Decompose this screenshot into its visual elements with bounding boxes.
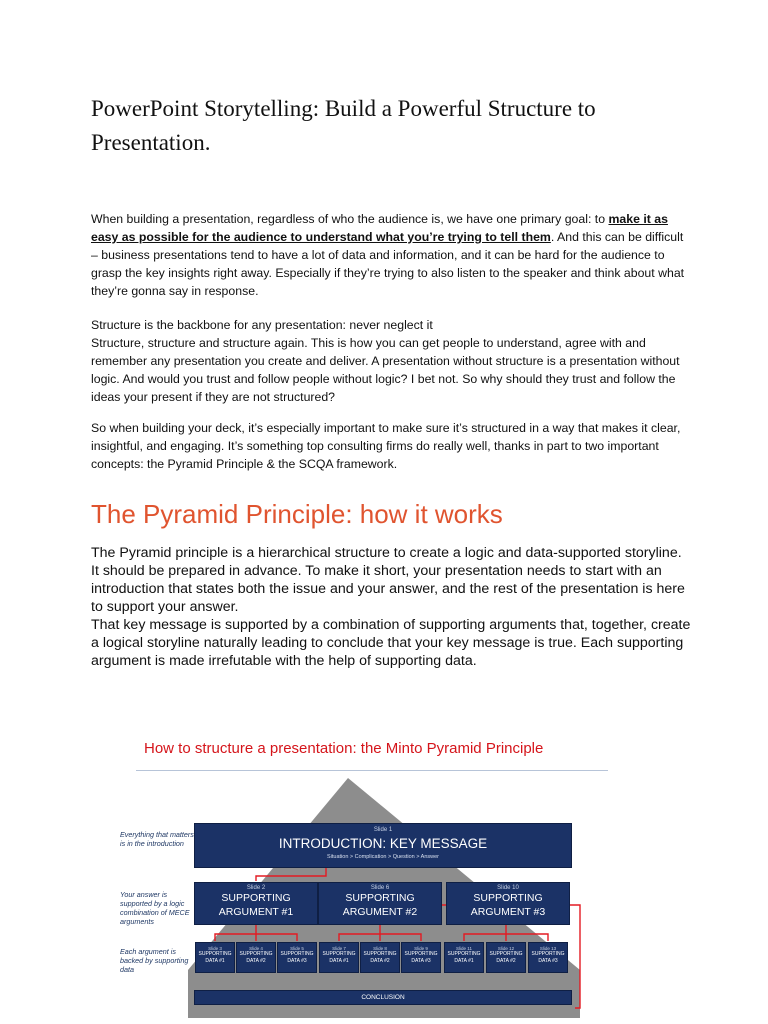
data-number: DATA #2 — [370, 957, 390, 964]
data-slide-label: Slide 13 — [539, 946, 557, 951]
argument-box — [446, 882, 570, 925]
data-slide-label: Slide 12 — [497, 946, 515, 951]
section-heading: The Pyramid Principle: how it works — [91, 499, 503, 529]
section-paragraph-2: That key message is supported by a combination of supporting arguments that, together, create a logical storyline naturally leading to conclude that your key message is true. Each supporting argument is made irrefutable with the help of supporting data. — [91, 617, 691, 669]
diagram-title: How to structure a presentation: the Minto Pyramid Principle — [144, 740, 544, 757]
data-label: SUPPORTING — [447, 951, 481, 957]
argument-number: ARGUMENT #2 — [342, 906, 418, 918]
data-box — [486, 942, 526, 973]
structure-subheading: Structure is the backbone for any presentation: never neglect it — [91, 318, 433, 332]
intro-paragraph-1 — [91, 210, 691, 300]
data-label: SUPPORTING — [489, 951, 523, 957]
data-box — [195, 942, 235, 973]
argument-label: SUPPORTING — [345, 892, 415, 904]
data-slide-label: Slide 4 — [249, 946, 263, 951]
intro-text-before: When building a presentation, regardless of who the audience is, we have one primary goal: to — [91, 212, 609, 226]
deck-text: So when building your deck, it’s especially important to make sure it’s structured in a way that makes it clear, insightful, and engaging. It’s something top consulting firms do really well, thanks in part to two important concepts: the Pyramid Principle & the SCQA framework. — [91, 421, 681, 471]
data-label: SUPPORTING — [404, 951, 438, 957]
data-box — [319, 942, 359, 973]
argument-label: SUPPORTING — [221, 892, 291, 904]
data-number: DATA #1 — [205, 957, 225, 964]
data-box — [236, 942, 276, 973]
data-label: SUPPORTING — [363, 951, 397, 957]
conclusion-box: CONCLUSION — [194, 990, 572, 1005]
data-box — [360, 942, 400, 973]
page-title: PowerPoint Storytelling: Build a Powerful Structure to Presentation. — [91, 96, 596, 155]
intro-text-after: . And this can be difficult – business presentations tend to have a lot of data and information, and it can be hard for the audience to grasp the key insights right away. Especially if they’re trying to also listen to the speaker and think about what they’re gonna say in response. — [91, 230, 685, 298]
data-box — [401, 942, 441, 973]
argument-number: ARGUMENT #1 — [218, 906, 294, 918]
pyramid-diagram — [108, 730, 608, 1020]
data-slide-label: Slide 5 — [290, 946, 304, 951]
intro-paragraph-2 — [91, 316, 691, 406]
argument-slide-label: Slide 6 — [370, 885, 390, 891]
data-number: DATA #3 — [411, 957, 431, 964]
data-number: DATA #3 — [538, 957, 558, 964]
data-label: SUPPORTING — [280, 951, 314, 957]
data-slide-label: Slide 8 — [373, 946, 387, 951]
argument-box — [194, 882, 318, 925]
data-label: SUPPORTING — [322, 951, 356, 957]
data-label: SUPPORTING — [239, 951, 273, 957]
side-note-arguments: Your answer is supported by a logic combination of MECE arguments — [120, 890, 190, 926]
data-number: DATA #3 — [287, 957, 307, 964]
side-note-data: Each argument is backed by supporting data — [120, 947, 189, 974]
argument-label: SUPPORTING — [473, 892, 543, 904]
argument-slide-label: Slide 10 — [497, 885, 519, 891]
intro-slide-label: Slide 1 — [373, 827, 393, 833]
intro-box — [194, 823, 572, 868]
intro-sub: Situation > Complication > Question > Answer — [326, 854, 440, 860]
data-box — [528, 942, 568, 973]
data-box — [277, 942, 317, 973]
argument-slide-label: Slide 2 — [246, 885, 266, 891]
data-slide-label: Slide 3 — [208, 946, 222, 951]
data-number: DATA #2 — [496, 957, 516, 964]
section-paragraph-1: The Pyramid principle is a hierarchical structure to create a logic and data-supported storyline. It should be prepared in advance. To make it short, your presentation needs to start with an introduction that states both the issue and your answer, and the rest of the presentation is here to support your answer. — [91, 545, 685, 615]
data-number: DATA #1 — [329, 957, 349, 964]
intro-paragraph-3 — [91, 419, 691, 473]
data-label: SUPPORTING — [198, 951, 232, 957]
data-slide-label: Slide 11 — [456, 946, 472, 951]
argument-number: ARGUMENT #3 — [470, 906, 546, 918]
data-number: DATA #2 — [246, 957, 266, 964]
data-label: SUPPORTING — [531, 951, 565, 957]
data-box — [444, 942, 484, 973]
pyramid-graphic — [108, 730, 608, 1020]
section-body — [91, 544, 691, 670]
intro-emphasis: make it as easy as possible for the audience to understand what you’re trying to tell them — [91, 212, 668, 244]
side-note-intro: Everything that matters is in the introduction — [120, 830, 194, 848]
data-slide-label: Slide 7 — [332, 946, 346, 951]
data-slide-label: Slide 9 — [414, 946, 428, 951]
argument-box — [318, 882, 442, 925]
intro-label: INTRODUCTION: KEY MESSAGE — [278, 836, 488, 851]
title-divider — [136, 770, 608, 771]
structure-text: Structure, structure and structure again. This is how you can get people to understand, agree with and remember any presentation you create and deliver. A presentation without structure is a presentation without logic. And would you trust and follow people without logic? I bet not. So why should they trust and follow the ideas your present if they are not structured? — [91, 336, 680, 404]
data-number: DATA #1 — [454, 957, 474, 964]
